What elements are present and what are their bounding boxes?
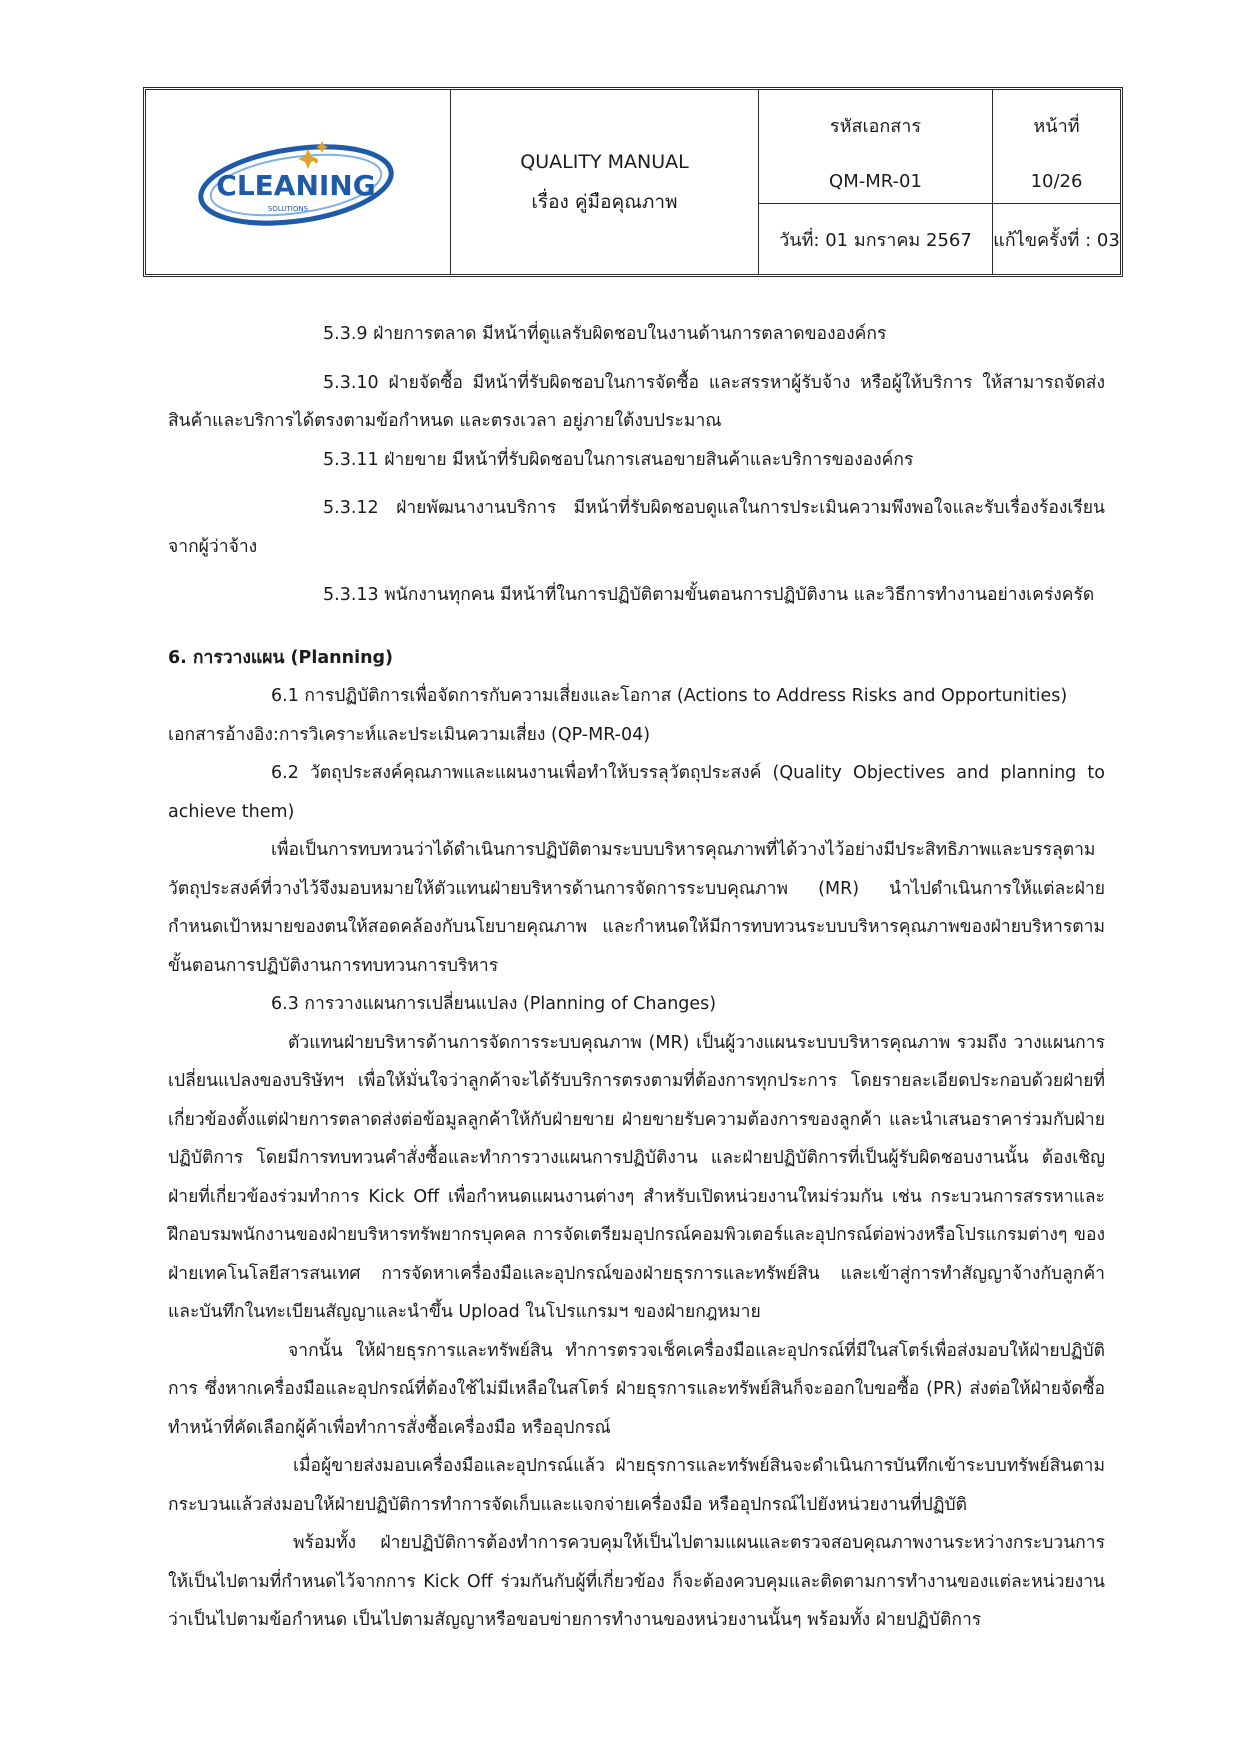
paragraph-6-1-reference: เอกสารอ้างอิง:การวิเคราะห์และประเมินความเสี่ยง (QP-MR-04) bbox=[168, 724, 651, 745]
sparkle-icon bbox=[298, 149, 318, 169]
doc-code-label: รหัสเอกสาร bbox=[829, 115, 922, 137]
company-logo bbox=[188, 127, 408, 237]
doc-code-cell bbox=[759, 90, 993, 274]
paragraph-6-2-body: เพื่อเป็นการทบทวนว่าได้ดำเนินการปฏิบัติตามระบบบริหารคุณภาพที่ได้วางไว้อย่างมีประสิทธิภาพและบรรลุตามวัตถุประสงค์ที่วางไว้จึงมอบหมายให้ตัวแทนฝ่ายบริหารด้านการจัดการระบบคุณภาพ (MR) นำไปดำเนินการให้แต่ละฝ่ายกำหนดเป้าหมายของตนให้สอดคล้องกับนโยบายคุณภาพ และกำหนดให้มีการทบทวนระบบบริหารคุณภาพของฝ่ายบริหารตามขั้นตอนการปฏิบัติงานการทบทวนการบริหาร bbox=[168, 840, 1105, 976]
svg-text:CLEANING: CLEANING bbox=[216, 169, 376, 202]
paragraph-6-3: 6.3 การวางแผนการเปลี่ยนแปลง (Planning of Changes) bbox=[271, 994, 717, 1014]
paragraph-6-3-body-3: เมื่อผู้ขายส่งมอบเครื่องมือและอุปกรณ์แล้ว ฝ่ายธุรการและทรัพย์สินจะดำเนินการบันทึกเข้าระบบทรัพย์สินตามกระบวนแล้วส่งมอบให้ฝ่ายปฏิบัติการทำการจัดเก็บและแจกจ่ายเครื่องมือ หรืออุปกรณ์ไปยังหน่วยงานที่ปฏิบัติ bbox=[168, 1456, 1105, 1515]
document-header-table bbox=[143, 87, 1123, 277]
paragraph-6-3-body-2: จากนั้น ให้ฝ่ายธุรการและทรัพย์สิน ทำการตรวจเช็คเครื่องมือและอุปกรณ์ที่มีในสโตร์เพื่อส่งมอบให้ฝ่ายปฏิบัติการ ซึ่งหากเครื่องมือและอุปกรณ์ที่ต้องใช้ไม่มีเหลือในสโตร์ ฝ่ายธุรการและทรัพย์สินก็จะออกใบขอซื้อ (PR) ส่งต่อให้ฝ่ายจัดซื้อทำหน้าที่คัดเลือกผู้ค้าเพื่อทำการสั่งซื้อเครื่องมือ หรืออุปกรณ์ bbox=[168, 1340, 1105, 1438]
paragraph-5-3-10: 5.3.10 ฝ่ายจัดซื้อ มีหน้าที่รับผิดชอบในการจัดซื้อ และสรรหาผู้รับจ้าง หรือผู้ให้บริการ ให้สามารถจัดส่งสินค้าและบริการได้ตรงตามข้อกำหนด และตรงเวลา อยู่ภายใต้งบประมาณ bbox=[168, 372, 1105, 431]
paragraph-5-3-12: 5.3.12 ฝ่ายพัฒนางานบริการ มีหน้าที่รับผิดชอบดูแลในการประเมินความพึงพอใจและรับเรื่องร้องเรียนจากผู้ว่าจ้าง bbox=[168, 498, 1105, 557]
document-body bbox=[168, 315, 1105, 1640]
manual-subtitle: เรื่อง คู่มือคุณภาพ bbox=[531, 191, 678, 213]
paragraph-6-2: 6.2 วัตถุประสงค์คุณภาพและแผนงานเพื่อทำให้บรรลุวัตถุประสงค์ (Quality Objectives and planning to achieve them) bbox=[168, 763, 1105, 822]
doc-date: วันที่: 01 มกราคม 2567 bbox=[759, 203, 992, 274]
page-value: 10/26 bbox=[1030, 171, 1083, 192]
paragraph-5-3-13: 5.3.13 พนักงานทุกคน มีหน้าที่ในการปฏิบัติตามขั้นตอนการปฏิบัติงาน และวิธีการทำงานอย่างเคร่งครัด bbox=[323, 585, 1095, 605]
paragraph-6-3-body-4: พร้อมทั้ง ฝ่ายปฏิบัติการต้องทำการควบคุมให้เป็นไปตามแผนและตรวจสอบคุณภาพงานระหว่างกระบวนการให้เป็นไปตามที่กำหนดไว้จากการ Kick Off ร่วมกันกับผู้ที่เกี่ยวข้อง ก็จะต้องควบคุมและติดตามการทำงานของแต่ละหน่วยงานว่าเป็นไปตามข้อกำหนด เป็นไปตามสัญญาหรือขอบข่ายการทำงานของหน่วยงานนั้นๆ พร้อมทั้ง ฝ่ายปฏิบัติการ bbox=[168, 1533, 1105, 1630]
page-label: หน้าที่ bbox=[1033, 115, 1080, 137]
paragraph-5-3-9: 5.3.9 ฝ่ายการตลาด มีหน้าที่ดูแลรับผิดชอบในงานด้านการตลาดขององค์กร bbox=[323, 324, 887, 344]
paragraph-6-3-body-1: ตัวแทนฝ่ายบริหารด้านการจัดการระบบคุณภาพ (MR) เป็นผู้วางแผนระบบบริหารคุณภาพ รวมถึง วางแผนการเปลี่ยนแปลงของบริษัทฯ เพื่อให้มั่นใจว่าลูกค้าจะได้รับบริการตรงตามที่ต้องการทุกประการ โดยรายละเอียดประกอบด้วยฝ่ายที่เกี่ยวข้องตั้งแต่ฝ่ายการตลาดส่งต่อข้อมูลลูกค้าให้กับฝ่ายขาย ฝ่ายขายรับความต้องการของลูกค้า และนำเสนอราคาร่วมกับฝ่ายปฏิบัติการ โดยมีการทบทวนคำสั่งซื้อและทำการวางแผนการปฏิบัติงาน และฝ่ายปฏิบัติการที่เป็นผู้รับผิดชอบงานนั้น ต้องเชิญฝ่ายที่เกี่ยวข้องร่วมทำการ Kick Off เพื่อกำหนดแผนงานต่างๆ สำหรับเปิดหน่วยงานใหม่ร่วมกัน เช่น กระบวนการสรรหาและฝึกอบรมพนักงานของฝ่ายบริหารทรัพยากรบุคคล การจัดเตรียมอุปกรณ์คอมพิวเตอร์และอุปกรณ์ต่อพ่วงหรือโปรแกรมต่างๆ ของฝ่ายเทคโนโลยีสารสนเทศ การจัดหาเครื่องมือและอุปกรณ์ของฝ่ายธุรการและทรัพย์สิน และเข้าสู่การทำสัญญาจ้างกับลูกค้าและบันทึกในทะเบียนสัญญาและนำขึ้น Upload ในโปรแกรมฯ ของฝ่ายกฎหมาย bbox=[168, 1032, 1105, 1322]
section-heading-planning: 6. การวางแผน (Planning) bbox=[168, 647, 394, 668]
paragraph-5-3-11: 5.3.11 ฝ่ายขาย มีหน้าที่รับผิดชอบในการเสนอขายสินค้าและบริการขององค์กร bbox=[323, 449, 914, 470]
doc-code-value: QM-MR-01 bbox=[829, 171, 922, 192]
manual-title: QUALITY MANUAL bbox=[520, 151, 689, 173]
sparkle-small-icon bbox=[316, 141, 328, 153]
page-cell bbox=[993, 90, 1120, 274]
revision-number: แก้ไขครั้งที่ : 03 bbox=[993, 203, 1120, 274]
title-cell bbox=[451, 90, 759, 274]
paragraph-6-1: 6.1 การปฏิบัติการเพื่อจัดการกับความเสี่ยงและโอกาส (Actions to Address Risks and Opportunities) bbox=[271, 686, 1068, 706]
svg-text:SOLUTIONS: SOLUTIONS bbox=[267, 205, 309, 213]
logo-cell bbox=[146, 90, 451, 274]
